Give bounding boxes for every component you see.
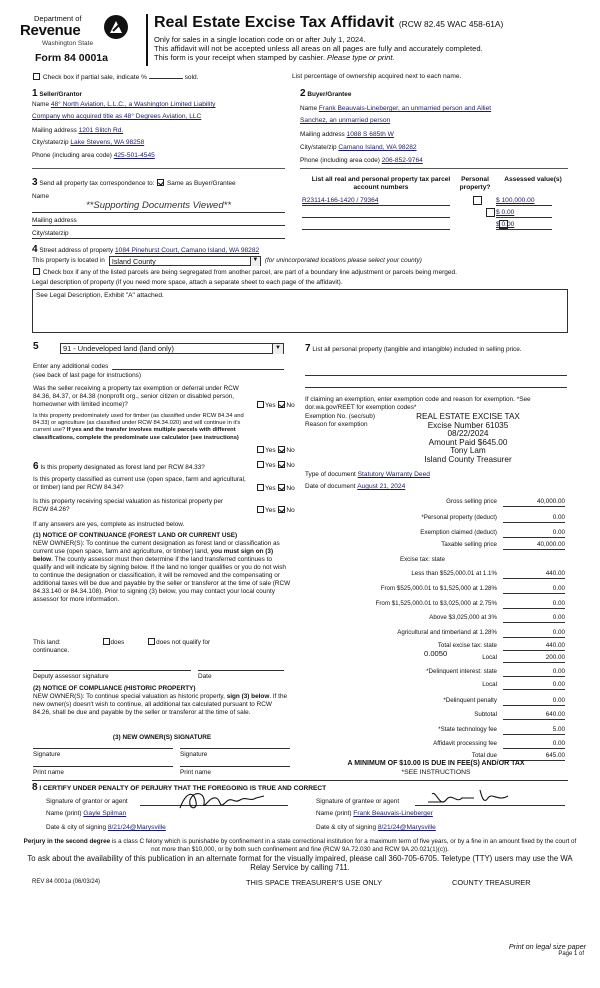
assessed-value-col-header: Assessed value(s): [504, 176, 562, 183]
doc-date-row: [305, 483, 405, 491]
receipt-note: This form is your receipt when stamped by cashier.: [154, 53, 328, 62]
partial-sale-checkbox[interactable]: [33, 73, 40, 80]
stamp-line: Tony Lam: [450, 446, 486, 456]
seller-heading: [32, 88, 82, 101]
parcel-number[interactable]: [302, 209, 450, 218]
compliance-heading: (2) NOTICE OF COMPLIANCE (HISTORIC PROPERTY): [33, 685, 196, 692]
tax-row-label: *Personal property (deduct): [421, 514, 497, 521]
personal-property-field[interactable]: [305, 387, 567, 388]
grantor-date-label: Date & city of signing: [46, 824, 107, 831]
assessor-date-label: Date: [198, 673, 212, 680]
minimum-due-note: A MINIMUM OF $10.00 IS DUE IN FEE(S) AND/OR TAX: [347, 760, 525, 767]
doc-type-row: [305, 471, 430, 479]
new-owner-signature-field[interactable]: [33, 748, 173, 749]
new-owner-signature-label: Signature: [33, 751, 61, 758]
yes-checkbox[interactable]: [257, 461, 264, 468]
seller-name-label: Name: [32, 101, 50, 108]
section-2-number: 2: [300, 88, 306, 99]
tax-row-label: Above $3,025,000 at 3%: [429, 614, 497, 621]
stamp-line: Amount Paid $645.00: [428, 437, 508, 447]
land-use-selected-value: 91 - Undeveloped land (land only): [63, 343, 174, 353]
certify-statement: I CERTIFY UNDER PENALTY OF PERJURY THAT THE FOREGOING IS TRUE AND CORRECT: [39, 785, 327, 792]
new-owner-signature-field[interactable]: [180, 748, 290, 749]
section-3-number: 3: [32, 177, 38, 188]
tax-row-value[interactable]: 0.00: [503, 629, 565, 638]
form-title: Real Estate Excise Tax Affidavit: [154, 14, 395, 31]
assessed-value[interactable]: $ 0.00: [496, 221, 552, 230]
buyer-phone-value[interactable]: 206-852-9764: [381, 157, 423, 164]
buyer-mailing-label: Mailing address: [300, 131, 345, 138]
tax-row-label: From $525,000.01 to $1,525,000 at 1.28%: [380, 585, 497, 592]
continuance-text: [33, 540, 291, 604]
parcel-row: [302, 221, 450, 230]
tax-row-value[interactable]: 0.00: [503, 529, 565, 538]
tax-row-label: Less than $525,000.01 at 1.1%: [411, 570, 497, 577]
this-land-label: This land:: [33, 639, 61, 646]
does-not-label: does not qualify for: [156, 639, 211, 646]
partial-sale-row: [32, 73, 199, 82]
partial-sale-percent-field[interactable]: [149, 78, 183, 79]
exemption-reason-label: Reason for exemption: [305, 421, 368, 428]
historic-question: Is this property receiving special valuation as historical property per RCW 84.26?: [33, 498, 224, 513]
grantee-date-label: Date & city of signing: [316, 824, 377, 831]
additional-codes-label: Enter any additional codes: [33, 363, 109, 370]
section-1-rule: [32, 168, 285, 169]
if-yes-note: If any answers are yes, complete as instructed below.: [33, 521, 185, 528]
no-label: No: [286, 447, 295, 454]
doc-date-value[interactable]: August 21, 2024: [357, 483, 406, 490]
grantee-signature-mark: [422, 786, 514, 810]
section-3-mailing-label: Mailing address: [32, 217, 77, 224]
section-1-number: 1: [32, 88, 38, 99]
grantor-name-value[interactable]: Gayle Spilman: [83, 810, 127, 817]
tax-row-value[interactable]: 0.00: [503, 514, 565, 523]
form-number: Form 84 0001a: [35, 52, 108, 64]
tax-row-label: Total excise tax: state: [437, 642, 497, 649]
timber-question-note: If yes and the transfer involves multiple parcels with different classifications, complete the predominate use calculator (see instructions): [33, 427, 239, 441]
section-4-number: 4: [32, 244, 38, 255]
assessor-signature-label: Deputy assessor signature: [33, 673, 109, 680]
compliance-text-b: sign (3) below: [226, 693, 270, 700]
grantor-date-value[interactable]: 8/21/24@Marysville: [107, 824, 166, 831]
new-owner-print-label: Print name: [33, 769, 64, 776]
current-use-yes-no: [256, 484, 295, 493]
partial-sale-sold-label: sold.: [184, 74, 199, 81]
continuance-text-b: you must sign on (3) below: [33, 548, 274, 563]
form-title-row: [154, 13, 503, 33]
tax-row-label: Local: [482, 654, 497, 661]
historic-yes-no: [256, 506, 295, 515]
continuance-label: continuance.: [33, 647, 70, 654]
perjury-heading: Perjury in the second degree: [23, 838, 111, 845]
tax-row-value[interactable]: 0.00: [503, 614, 565, 623]
see-instructions-note: *SEE INSTRUCTIONS: [401, 769, 471, 776]
tax-row-value[interactable]: 0.00: [503, 600, 565, 609]
treasurer-stamp: [388, 413, 548, 465]
page-number: Page 1 of: [558, 951, 584, 957]
dor-logo: [20, 14, 130, 48]
new-owner-signature-label: Signature: [180, 751, 208, 758]
additional-codes-note: (see back of last page for instructions): [33, 372, 141, 379]
buyer-phone-row: [300, 157, 423, 165]
legal-description-label: Legal description of property (if you need more space, attach a separate sheet to each page of the affidavit).: [32, 279, 343, 286]
grantor-name-row: [46, 810, 126, 818]
section-3-city-field[interactable]: [32, 238, 285, 239]
tax-row-value[interactable]: 0.00: [503, 668, 565, 677]
segregated-checkbox[interactable]: [33, 268, 40, 275]
buyer-mailing-row: [300, 131, 394, 139]
section-3-name-value[interactable]: **Supporting Documents Viewed**: [32, 200, 285, 213]
tax-row-value[interactable]: 440.00: [503, 570, 565, 579]
washington-state-text: Washington State: [42, 40, 94, 47]
seller-mailing-label: Mailing address: [32, 127, 77, 134]
seller-mailing-value[interactable]: 1201 Slitch Rd.: [78, 127, 124, 134]
new-owner-print-field[interactable]: [33, 766, 173, 767]
buyer-heading: [300, 88, 351, 101]
header-line3: [154, 53, 395, 62]
no-label: No: [286, 485, 295, 492]
buyer-heading-label: Buyer/Grantee: [307, 91, 352, 98]
chevron-down-icon: ▼: [272, 344, 283, 354]
revision-number: REV 84 0001a (06/03/24): [32, 879, 101, 885]
county-note: (for unincorporated locations please select your county): [264, 257, 422, 264]
tax-row-label: *State technology fee: [438, 726, 497, 733]
county-selected-value: Island County: [111, 256, 156, 266]
personal-property-checkbox[interactable]: [486, 208, 495, 217]
same-as-buyer-label: Same as Buyer/Grantee: [167, 180, 236, 187]
tax-row-value[interactable]: 200.00: [503, 654, 565, 663]
legal-paper-note: Print on legal size paper: [508, 942, 586, 951]
perjury-text: is a class C felony which is punishable by confinement in a state correctional institution for a maximum term of five years, or by a fine in an amount fixed by the court of not more than $10,000, or by both such confinement and fine (RCW 9A.72.030 and RCW 9A.20.021(1)(c)).: [110, 838, 577, 853]
segregated-label: Check box if any of the listed parcels are being segregated from another parcel, are part of a boundary line adjustment or parcels being merged.: [42, 269, 457, 276]
tax-row-label: Excise tax: state: [399, 556, 445, 563]
exemption-question: Was the seller receiving a property tax exemption or deferral under RCW 84.36, 84.37, or 84.38 (nonprofit org., senior citizen or disabled person, homeowner with limited income)?: [33, 385, 239, 408]
street-address-label: Street address of property: [39, 247, 114, 254]
buyer-name-row: [300, 105, 491, 113]
tax-row-label: Total due: [471, 752, 497, 759]
no-checkbox[interactable]: [278, 401, 285, 408]
parcel-row: [302, 209, 450, 218]
exemption-note: If claiming an exemption, enter exemption code and reason for exemption. *See dor.wa.gov/REET for exemption codes*: [305, 396, 531, 411]
tax-row-value[interactable]: 40,000.00: [503, 498, 565, 507]
parcel-col-header: List all real and personal property tax parcel account numbers: [311, 176, 451, 192]
tax-row-label: From $1,525,000.01 to $3,025,000 at 2.75%: [375, 600, 497, 607]
accessibility-note: To ask about the availability of this publication in an alternate format for the visually impaired, please call 360-705-6705. Teletype (TTY) users may use the WA Relay Service by calling 711.: [27, 854, 573, 872]
street-address-value[interactable]: 1084 Pinehurst Court, Camano Island, WA 98282: [115, 247, 260, 254]
section-8-rule: [32, 780, 568, 781]
seller-name-line2-row: [32, 113, 285, 121]
section-3-row: [32, 177, 236, 190]
stamp-line: Excise Number 61035: [427, 420, 509, 430]
perjury-statement: [22, 838, 578, 854]
parcel-number[interactable]: [302, 221, 450, 230]
section-6-number: 6: [33, 461, 39, 472]
tax-row-value[interactable]: 645.00: [503, 752, 565, 761]
compliance-text: [33, 693, 291, 717]
grantee-signature-label: Signature of grantee or agent: [316, 798, 400, 805]
dor-emblem-icon: [103, 14, 129, 40]
grantee-name-label: Name (print): [316, 810, 352, 817]
parcel-number[interactable]: R23114-166-1420 / 79364: [302, 197, 450, 206]
personal-property-label: List all personal property (tangible and intangible) included in selling price.: [312, 346, 522, 353]
grantee-name-row: [316, 810, 433, 818]
no-label: No: [286, 507, 295, 514]
yes-label: Yes: [265, 462, 276, 469]
timber-yes-no: [256, 446, 295, 455]
tax-row-label: Exemption claimed (deduct): [420, 529, 497, 536]
assessor-signature-field[interactable]: [33, 670, 191, 671]
chevron-down-icon: ▼: [250, 257, 260, 266]
buyer-city-row: [300, 144, 417, 152]
header-divider: [146, 14, 148, 66]
yes-checkbox[interactable]: [257, 506, 264, 513]
grantor-date-row: [46, 824, 166, 832]
section-5-number: 5: [33, 341, 39, 352]
buyer-name-label: Name: [300, 105, 318, 112]
tax-row-value[interactable]: 0.00: [503, 681, 565, 690]
yes-label: Yes: [265, 507, 276, 514]
compliance-text-a: NEW OWNER(S): To continue special valuation as historic property,: [33, 693, 227, 700]
tax-row-label: Agricultural and timberland at 1.28%: [397, 629, 497, 636]
tax-row-label: *Delinquent penalty: [443, 697, 497, 704]
ownership-note: List percentage of ownership acquired next to each name.: [292, 73, 462, 80]
parcel-row: [302, 197, 450, 206]
grantee-date-row: [316, 824, 436, 832]
tax-row-value[interactable]: 0.00: [503, 697, 565, 706]
section-2-rule: [300, 168, 568, 169]
tax-row-label: Taxable selling price: [441, 541, 497, 548]
type-or-print-note: Please type or print.: [327, 53, 395, 62]
partial-sale-label: Check box if partial sale, indicate %: [42, 74, 147, 81]
seller-city-value[interactable]: Lake Stevens, WA 98258: [70, 139, 145, 146]
exemption-yes-no: [256, 401, 295, 410]
does-checkbox[interactable]: [103, 638, 110, 645]
new-owner-print-label: Print name: [180, 769, 211, 776]
grantee-name-value[interactable]: Frank Beauvais-Lineberger: [353, 810, 433, 817]
personal-property-field[interactable]: [305, 375, 567, 376]
forest-land-question: Is this property designated as forest land per RCW 84.33?: [40, 464, 205, 471]
assessed-value[interactable]: $ 0.00: [496, 209, 552, 218]
new-owner-print-field[interactable]: [180, 766, 290, 767]
no-label: No: [286, 402, 295, 409]
no-checkbox[interactable]: [278, 506, 285, 513]
yes-checkbox[interactable]: [257, 446, 264, 453]
yes-checkbox[interactable]: [257, 401, 264, 408]
county-treasurer-label: COUNTY TREASURER: [452, 878, 531, 887]
grantor-name-label: Name (print): [46, 810, 82, 817]
tax-row-label: *Delinquent interest: state: [426, 668, 497, 675]
section-3-name-label: Name: [32, 193, 50, 200]
continuance-heading: (1) NOTICE OF CONTINUANCE (FOREST LAND OR CURRENT USE): [33, 532, 238, 539]
additional-codes-field[interactable]: [112, 369, 284, 370]
no-checkbox[interactable]: [278, 461, 285, 468]
legal-description-box[interactable]: [32, 289, 568, 333]
does-label: does: [110, 639, 125, 646]
yes-label: Yes: [265, 447, 276, 454]
section-3-city-label: City/state/zip: [32, 230, 69, 237]
yes-checkbox[interactable]: [257, 484, 264, 491]
tax-row-label: Local: [482, 681, 497, 688]
doc-date-label: Date of document: [305, 483, 356, 490]
no-checkbox[interactable]: [278, 484, 285, 491]
segregated-row: [32, 268, 457, 277]
form-citation: (RCW 82.45 WAC 458-61A): [398, 19, 504, 29]
no-checkbox[interactable]: [278, 446, 285, 453]
seller-name-line1[interactable]: 48° North Aviation, L.L.C., a Washington Limited Liability: [50, 101, 216, 108]
stamp-line: Island County Treasurer: [424, 455, 512, 465]
tax-row-value[interactable]: 0.00: [503, 585, 565, 594]
section-6-q1-row: [33, 461, 258, 474]
doc-type-value[interactable]: Statutory Warranty Deed: [357, 471, 430, 478]
tax-row-label: Subtotal: [474, 711, 497, 718]
seller-mailing-row: [32, 127, 285, 135]
personal-property-col-header: Personal property?: [459, 176, 491, 192]
legal-description-text: See Legal Description, Exhibit "A" attached.: [36, 292, 164, 299]
section-4-street-row: [32, 244, 259, 257]
section-8-number: 8: [32, 782, 38, 793]
buyer-name-line2[interactable]: Sanchez, an unmarried person: [300, 117, 391, 124]
seller-phone-row: [32, 152, 285, 160]
timber-question-text: Is this property predominately used for timber (as classified under RCW 84.34 and 84.33) or agriculture (as classified under RCW 84.34.020) and will continue in it's current use?: [33, 413, 244, 434]
revenue-wordmark: Revenue: [20, 22, 81, 39]
section-7-number: 7: [305, 343, 311, 354]
continuance-text-a: NEW OWNER(S): To continue the current designation as forest land or classification as current use (open space, farm and agriculture, or timber) land,: [33, 540, 280, 555]
timber-question: [33, 413, 255, 442]
tax-row-label: Gross selling price: [446, 498, 497, 505]
tax-row-value[interactable]: 5.00: [503, 726, 565, 735]
this-land-row: [33, 638, 210, 647]
stamp-line: 08/22/2024: [447, 429, 489, 439]
seller-city-row: [32, 139, 285, 147]
buyer-city-value[interactable]: Camano Island, WA 98282: [338, 144, 417, 151]
land-use-select[interactable]: [60, 343, 284, 354]
buyer-city-label: City/state/zip: [300, 144, 337, 151]
compliance-text-c: . If the new owner(s) doesn't wish to continue, all additional tax calculated pursuant to RCW 84.26, shall be due and payable by the seller or transferor at the time of sale.: [33, 693, 288, 716]
does-not-checkbox[interactable]: [148, 638, 155, 645]
yes-label: Yes: [265, 485, 276, 492]
county-label: This property is located in: [32, 257, 105, 264]
grantor-signature-mark: [176, 788, 268, 814]
forest-yes-no: [256, 461, 295, 470]
seller-city-label: City/state/zip: [32, 139, 69, 146]
section-7-row: [305, 343, 567, 356]
seller-name-line2[interactable]: Company who acquired title as 48° Degrees Aviation, LLC: [32, 113, 202, 120]
current-use-question: Is this property classified as current use (open space, farm and agricultural, or timber) land per RCW 84.34?: [33, 476, 246, 491]
county-select[interactable]: [109, 256, 261, 266]
treasurer-use-only: THIS SPACE TREASURER'S USE ONLY: [246, 878, 383, 887]
no-label: No: [286, 462, 295, 469]
assessor-date-field[interactable]: [198, 670, 284, 671]
seller-phone-value[interactable]: 425-501-4545: [113, 152, 155, 159]
county-row: [32, 256, 422, 266]
header-line1: Only for sales in a single location code on or after July 1, 2024.: [154, 35, 366, 44]
stamp-line: REAL ESTATE EXCISE TAX: [416, 412, 520, 421]
dept-of-text: Department of: [34, 14, 82, 23]
seller-heading-label: Seller/Grantor: [39, 91, 82, 98]
tax-row-value[interactable]: 40,000.00: [503, 541, 565, 550]
buyer-name-line1[interactable]: Frank Beauvais-Lineberger, an unmarried person and Alliet: [318, 105, 492, 112]
buyer-mailing-value[interactable]: 1088 S 685th W: [346, 131, 394, 138]
assessed-value[interactable]: $ 100,000.00: [496, 197, 552, 206]
exemption-no-label: Exemption No. (sec/sub): [305, 413, 375, 420]
seller-name-row: [32, 101, 285, 109]
local-rate: 0.0050: [424, 649, 448, 658]
doc-type-label: Type of document: [305, 471, 356, 478]
tax-row-label: Affidavit processing fee: [433, 740, 497, 747]
same-as-buyer-checkbox[interactable]: [157, 179, 164, 186]
new-owner-signature-heading: (3) NEW OWNER(S) SIGNATURE: [112, 734, 212, 741]
buyer-phone-label: Phone (including area code): [300, 157, 380, 164]
personal-property-checkbox[interactable]: [473, 196, 482, 205]
seller-phone-label: Phone (including area code): [32, 152, 112, 159]
grantee-date-value[interactable]: 8/21/24@Marysville: [377, 824, 436, 831]
yes-label: Yes: [265, 402, 276, 409]
section-3-label: Send all property tax correspondence to:: [39, 180, 155, 187]
tax-row-value[interactable]: 0.00: [503, 740, 565, 749]
tax-row-value[interactable]: 640.00: [503, 711, 565, 720]
grantor-signature-label: Signature of grantor or agent: [46, 798, 128, 805]
header-line2: This affidavit will not be accepted unless all areas on all pages are fully and accurately completed.: [154, 44, 483, 53]
buyer-name-line2-row: [300, 117, 390, 125]
continuance-text-c: . The county assessor must then determine if the land transferred continues to qualify and will indicate by signing below. If the land no longer qualifies or you do not wish to continue the designation or classification, it will be removed and the compensating or additional taxes will be due and payable by the seller or transferor at the time of sale (RCW 84.33.140 or 84.34.108). Prior to signing (3) below, you may contact your local county assessor for more information.: [33, 556, 291, 603]
section-3-mailing-field[interactable]: [32, 225, 285, 226]
tax-row-value[interactable]: 440.00: [503, 642, 565, 651]
